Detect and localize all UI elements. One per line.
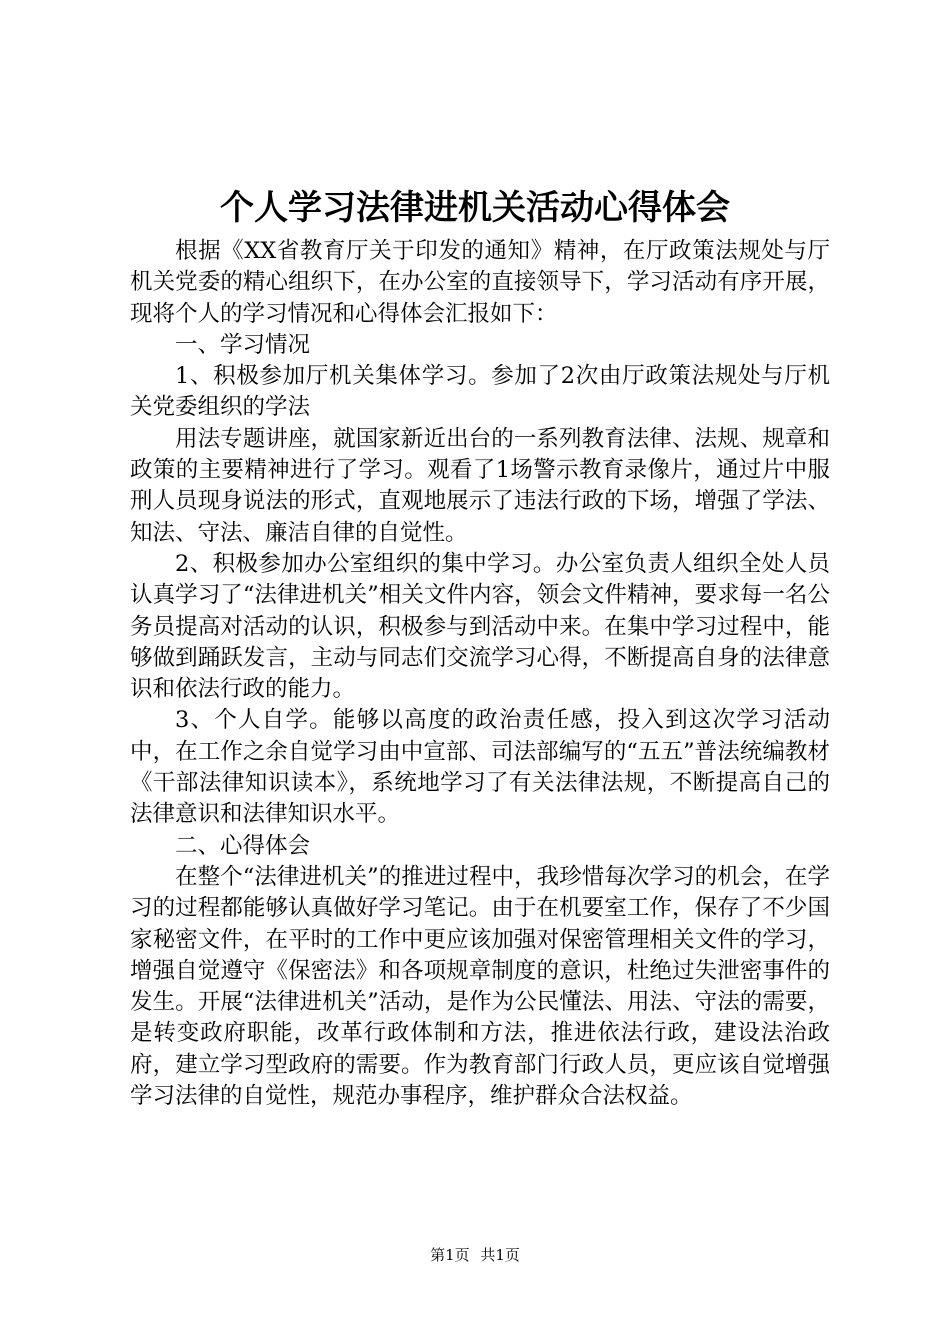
paragraph-item-1-continued: 用法专题讲座，就国家新近出台的一系列教育法律、法规、规章和政策的主要精神进行了学习。观看了1场警示教育录像片，通过片中服刑人员现身说法的形式，直观地展示了违法行政的下场，增强了学法、知法、守法、廉洁自律的自觉性。 <box>130 425 830 546</box>
page-footer <box>0 1245 950 1265</box>
page-total: 共1页 <box>480 1246 520 1264</box>
paragraph-item-1: 1、积极参加厅机关集体学习。参加了2次由厅政策法规处与厅机关党委组织的学法 <box>130 363 830 421</box>
paragraph-intro: 根据《XX省教育厅关于印发的通知》精神，在厅政策法规处与厅机关党委的精心组织下，在办公室的直接领导下，学习活动有序开展，现将个人的学习情况和心得体会汇报如下： <box>130 238 830 327</box>
paragraph-item-3: 3、个人自学。能够以高度的政治责任感，投入到这次学习活动中，在工作之余自觉学习由中宣部、司法部编写的“五五”普法统编教材《干部法律知识读本》，系统地学习了有关法律法规，不断提高自己的法律意识和法律知识水平。 <box>130 707 830 828</box>
paragraph-experience: 在整个“法律进机关”的推进过程中，我珍惜每次学习的机会，在学习的过程都能够认真做好学习笔记。由于在机要室工作，保存了不少国家秘密文件，在平时的工作中更应该加强对保密管理相关文件的学习，增强自觉遵守《保密法》和各项规章制度的意识，杜绝过失泄密事件的发生。开展“法律进机关”活动，是作为公民懂法、用法、守法的需要，是转变政府职能，改革行政体制和方法，推进依法行政，建设法治政府，建立学习型政府的需要。作为教育部门行政人员，更应该自觉增强学习法律的自觉性，规范办事程序，维护群众合法权益。 <box>130 863 830 1110</box>
document-title: 个人学习法律进机关活动心得体会 <box>220 188 730 228</box>
paragraph-item-2: 2、积极参加办公室组织的集中学习。办公室负责人组织全处人员认真学习了“法律进机关”相关文件内容，领会文件精神，要求每一名公务员提高对活动的认识，积极参与到活动中来。在集中学习过程中，能够做到踊跃发言，主动与同志们交流学习心得，不断提高自身的法律意识和依法行政的能力。 <box>130 550 830 703</box>
section-heading-study: 一、学习情况 <box>175 331 311 358</box>
section-heading-experience: 二、心得体会 <box>175 832 311 859</box>
page-number: 第1页 <box>430 1246 470 1264</box>
document-body <box>130 236 830 1112</box>
